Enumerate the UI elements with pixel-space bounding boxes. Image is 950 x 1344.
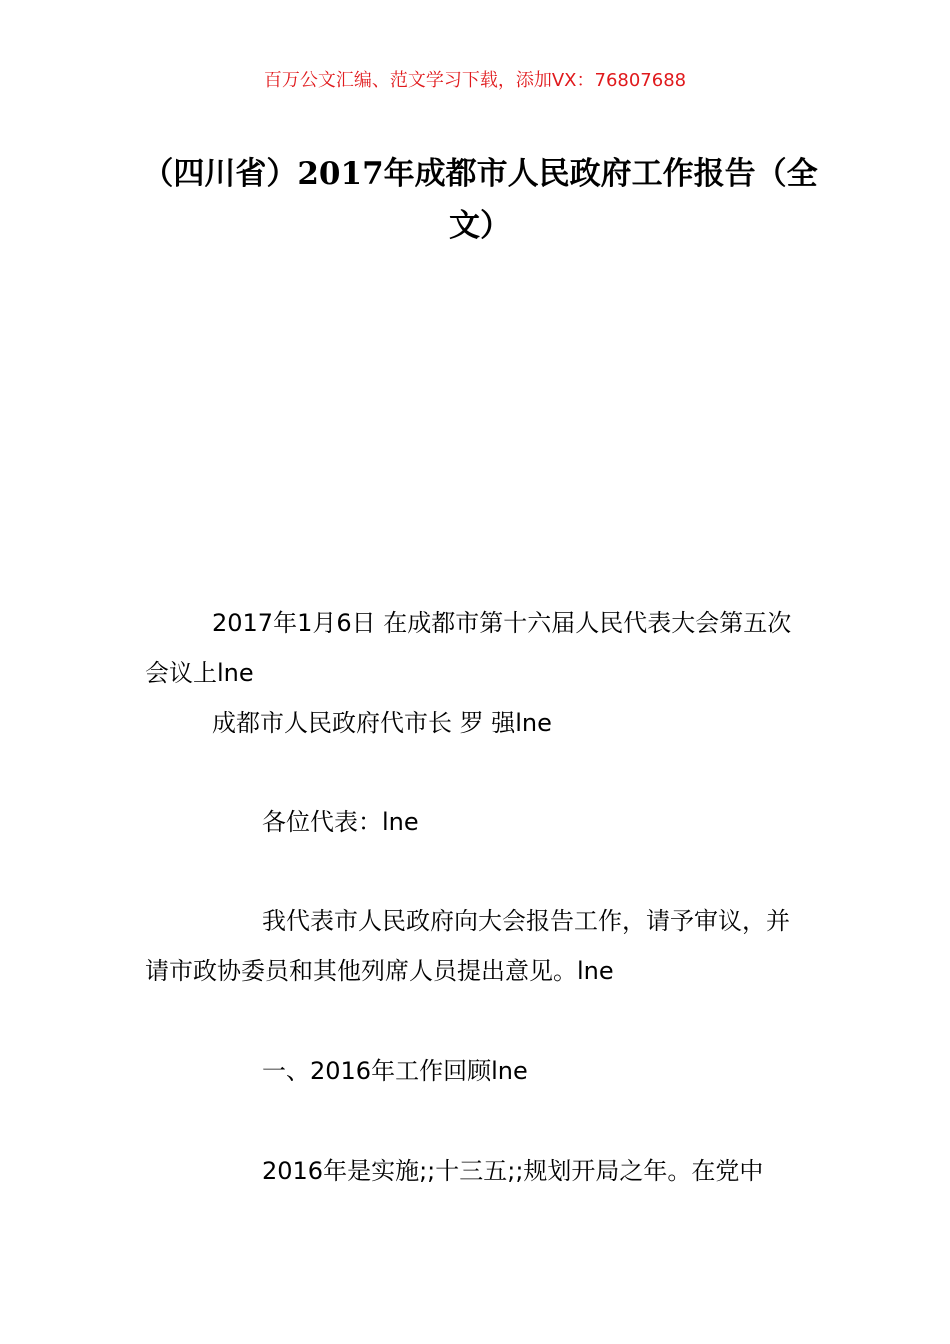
paragraph-salutation: 各位代表：lne: [262, 808, 419, 836]
paragraph-intro: 我代表市人民政府向大会报告工作，请予审议，并请市政协委员和其他列席人员提出意见。lne: [145, 907, 790, 985]
document-title: （四川省）2017年成都市人民政府工作报告（全文）: [142, 156, 818, 244]
section-heading: 一、2016年工作回顾lne: [262, 1057, 528, 1085]
paragraph-body: 2016年是实施;;十三五;;规划开局之年。在党中: [262, 1157, 764, 1185]
paragraph-speaker: 成都市人民政府代市长 罗 强lne: [212, 709, 552, 737]
paragraph-date-venue: 2017年1月6日 在成都市第十六届人民代表大会第五次会议上lne: [145, 609, 792, 687]
header-notice: 百万公文汇编、范文学习下载，添加VX：76807688: [263, 70, 687, 91]
